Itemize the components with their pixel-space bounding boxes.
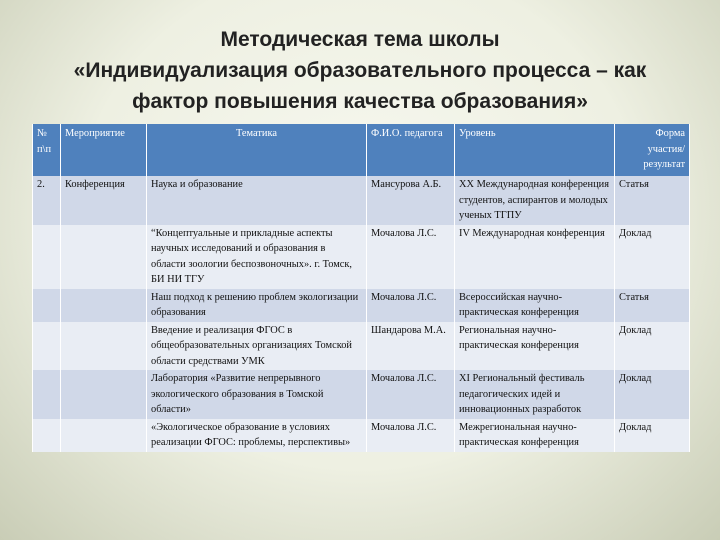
cell-teacher: Мочалова Л.С. bbox=[367, 289, 455, 322]
header-teacher: Ф.И.О. педагога bbox=[367, 124, 455, 176]
cell-form: Доклад bbox=[615, 370, 690, 419]
cell-form: Статья bbox=[615, 289, 690, 322]
cell-level: IV Международная конференция bbox=[455, 225, 615, 289]
cell-topic: «Экологическое образование в условиях реализации ФГОС: проблемы, перспективы» bbox=[147, 419, 367, 452]
cell-event bbox=[61, 225, 147, 289]
cell-teacher: Шандарова М.А. bbox=[367, 322, 455, 371]
table-row bbox=[33, 322, 690, 371]
cell-event: Конференция bbox=[61, 176, 147, 225]
header-topic: Тематика bbox=[147, 124, 367, 176]
cell-event bbox=[61, 419, 147, 452]
cell-topic: Введение и реализация ФГОС в общеобразовательных организациях Томской области средствами УМК bbox=[147, 322, 367, 371]
cell-level: Региональная научно-практическая конференция bbox=[455, 322, 615, 371]
cell-topic: “Концептуальные и прикладные аспекты научных исследований и образования в области зоологии беспозвоночных». г. Томск, БИ НИ ТГУ bbox=[147, 225, 367, 289]
table-row bbox=[33, 225, 690, 289]
events-table bbox=[32, 124, 690, 452]
cell-event bbox=[61, 322, 147, 371]
header-number: № п\п bbox=[33, 124, 61, 176]
cell-number: 2. bbox=[33, 176, 61, 225]
cell-form: Доклад bbox=[615, 225, 690, 289]
cell-level: XI Региональный фестиваль педагогических идей и инновационных разработок bbox=[455, 370, 615, 419]
table-header-row bbox=[33, 124, 690, 176]
cell-number bbox=[33, 370, 61, 419]
cell-event bbox=[61, 289, 147, 322]
cell-form: Статья bbox=[615, 176, 690, 225]
table-row bbox=[33, 176, 690, 225]
cell-event bbox=[61, 370, 147, 419]
cell-teacher: Мочалова Л.С. bbox=[367, 419, 455, 452]
table-row bbox=[33, 370, 690, 419]
cell-number bbox=[33, 322, 61, 371]
table-row bbox=[33, 419, 690, 452]
cell-teacher: Мочалова Л.С. bbox=[367, 370, 455, 419]
cell-number bbox=[33, 289, 61, 322]
cell-level: XX Международная конференция студентов, аспирантов и молодых ученых ТГПУ bbox=[455, 176, 615, 225]
cell-teacher: Мансурова А.Б. bbox=[367, 176, 455, 225]
cell-number bbox=[33, 225, 61, 289]
cell-topic: Наука и образование bbox=[147, 176, 367, 225]
cell-topic: Лаборатория «Развитие непрерывного экологического образования в Томской области» bbox=[147, 370, 367, 419]
cell-topic: Наш подход к решению проблем экологизации образования bbox=[147, 289, 367, 322]
cell-form: Доклад bbox=[615, 419, 690, 452]
header-form: Форма участия/результат bbox=[615, 124, 690, 176]
cell-form: Доклад bbox=[615, 322, 690, 371]
cell-level: Межрегиональная научно-практическая конференция bbox=[455, 419, 615, 452]
page-title: Методическая тема школы «Индивидуализация образовательного процесса – как фактор повышения качества образования» bbox=[73, 28, 647, 113]
cell-teacher: Мочалова Л.С. bbox=[367, 225, 455, 289]
header-level: Уровень bbox=[455, 124, 615, 176]
table-row bbox=[33, 289, 690, 322]
cell-level: Всероссийская научно-практическая конференция bbox=[455, 289, 615, 322]
cell-number bbox=[33, 419, 61, 452]
header-event: Мероприятие bbox=[61, 124, 147, 176]
